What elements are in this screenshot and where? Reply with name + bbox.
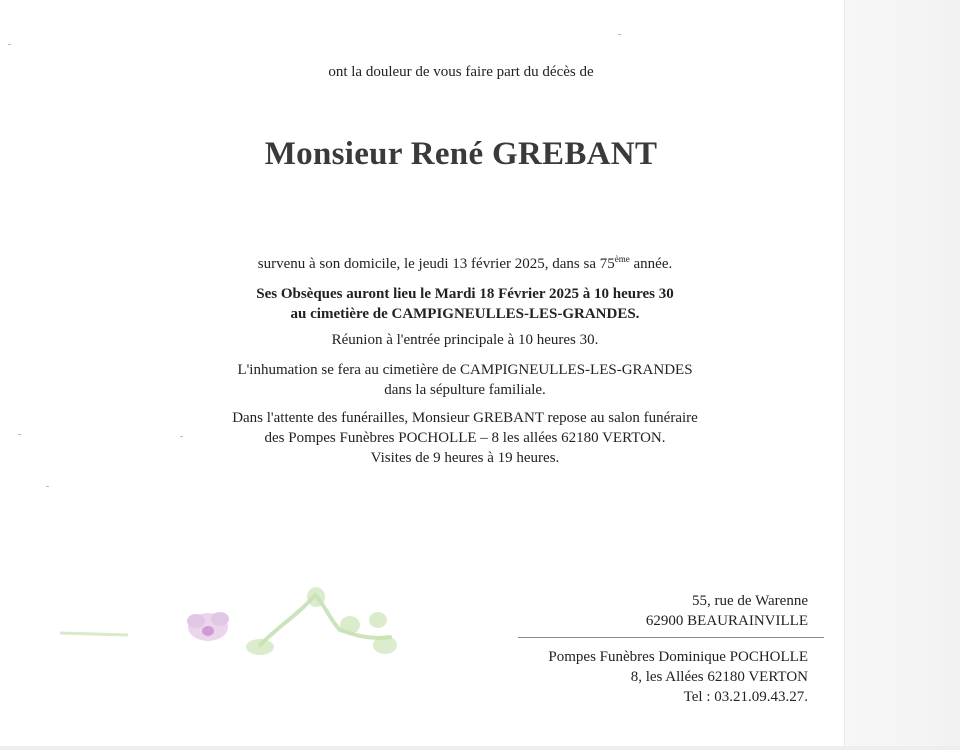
funeral-line-2: au cimetière de CAMPIGNEULLES-LES-GRANDES. (290, 306, 640, 322)
deceased-name: Monsieur René GREBANT (264, 136, 658, 172)
funeral-home-address: 8, les Allées 62180 VERTON (630, 669, 808, 685)
burial-line-1: L'inhumation se fera au cimetière de CAMPIGNEULLES-LES-GRANDES (237, 362, 693, 378)
funeral-home-block (548, 647, 808, 707)
burial-line-2: dans la sépulture familiale. (384, 382, 546, 398)
scan-speck (180, 436, 183, 437)
scan-speck (46, 486, 49, 487)
burial-info (0, 360, 930, 400)
funeral-home-name: Pompes Funèbres Dominique POCHOLLE (548, 649, 808, 665)
divider-line (518, 637, 824, 638)
rest-line-2: des Pompes Funèbres POCHOLLE – 8 les allées 62180 VERTON. (264, 430, 666, 446)
family-address (646, 591, 808, 631)
family-street: 55, rue de Warenne (692, 593, 808, 609)
funeral-line-1: Ses Obsèques auront lieu le Mardi 18 Février 2025 à 10 heures 30 (256, 286, 674, 302)
funeral-info (0, 284, 930, 324)
family-city: 62900 BEAURAINVILLE (645, 613, 808, 629)
funeral-home-phone: Tel : 03.21.09.43.27. (683, 689, 808, 705)
meeting-info: Réunion à l'entrée principale à 10 heures 30. (331, 332, 599, 348)
scan-speck (8, 44, 11, 45)
rest-line-1: Dans l'attente des funérailles, Monsieur GREBANT repose au salon funéraire (232, 410, 698, 426)
rest-info (0, 408, 930, 468)
orchid-branch-icon (60, 585, 420, 665)
passing-prefix: survenu à son domicile, le jeudi 13 février 2025, dans sa 75 (257, 256, 615, 272)
intro-text: ont la douleur de vous faire part du décès de (328, 64, 594, 80)
scan-speck (18, 434, 21, 435)
passing-superscript: ème (614, 254, 630, 264)
page-bottom-edge (0, 746, 960, 750)
rest-line-3: Visites de 9 heures à 19 heures. (370, 450, 560, 466)
passing-line (0, 254, 930, 274)
passing-suffix: année. (629, 256, 673, 272)
scan-speck (618, 34, 621, 35)
